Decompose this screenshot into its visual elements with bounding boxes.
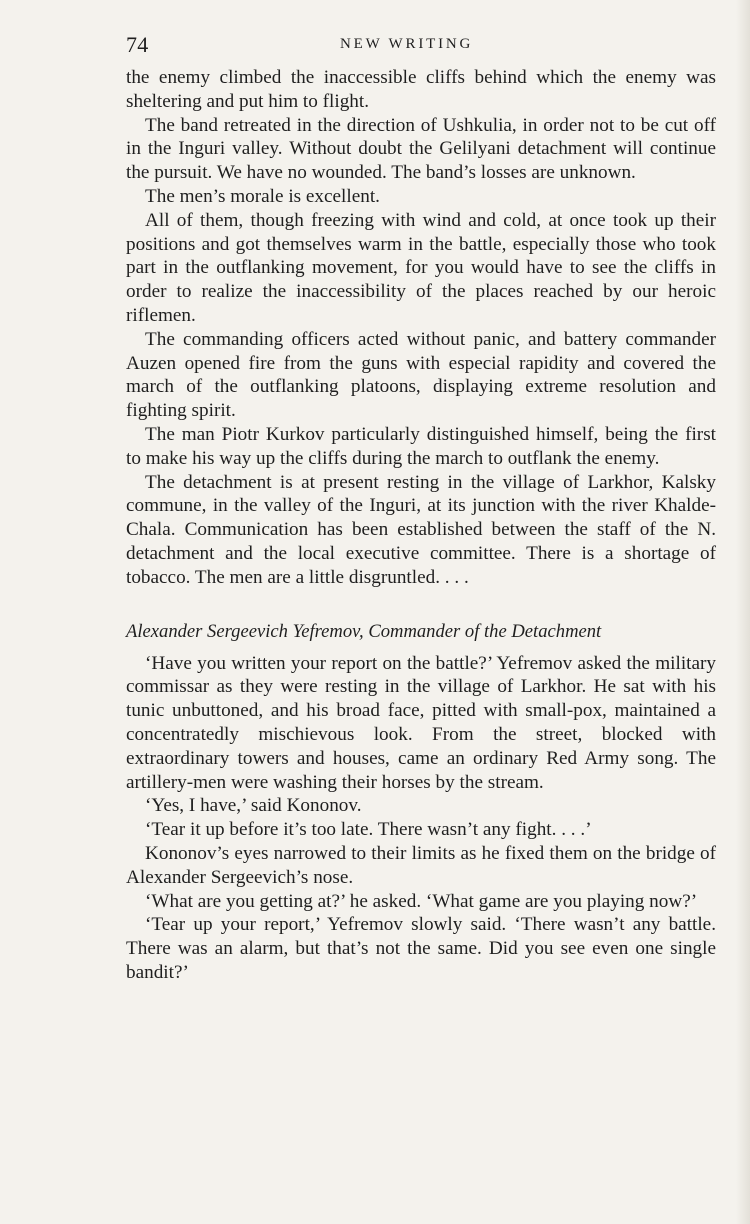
paragraph: The commanding officers acted without panic, and battery commander Auzen opened fire from the guns with especial rapidity and covered the march of the outflanking platoons, displaying extreme resolution and fighting spirit. (126, 328, 716, 422)
running-head: NEW WRITING (340, 36, 474, 52)
paragraph: The men’s morale is excellent. (145, 185, 380, 207)
page-number: 74 (126, 32, 149, 57)
body-text (126, 66, 716, 985)
paragraph: Kononov’s eyes narrowed to their limits as he fixed them on the bridge of Alexander Sergeevich’s nose. (126, 842, 716, 888)
paragraph: the enemy climbed the inaccessible cliffs behind which the enemy was sheltering and put him to flight. (126, 67, 716, 112)
paragraph: ‘Tear up your report,’ Yefremov slowly said. ‘There wasn’t any battle. There was an alarm, but that’s not the same. Did you see even one single bandit?’ (126, 914, 716, 983)
paragraph: The band retreated in the direction of Ushkulia, in order not to be cut off in the Inguri valley. Without doubt the Gelilyani detachment will continue the pursuit. We have no wounded. The band’s losses are unknown. (126, 114, 716, 184)
paragraph: The man Piotr Kurkov particularly distinguished himself, being the first to make his way up the cliffs during the march to outflank the enemy. (126, 423, 716, 469)
page-header (126, 30, 716, 60)
paragraph: All of them, though freezing with wind and cold, at once took up their positions and got themselves warm in the battle, especially those who took part in the outflanking movement, for you would have to see the cliffs in order to realize the inaccessibility of the places reached by our heroic riflemen. (126, 209, 716, 326)
section-heading: Alexander Sergeevich Yefremov, Commander of the Detachment (126, 620, 602, 642)
paragraph: The detachment is at present resting in the village of Larkhor, Kalsky commune, in the valley of the Inguri, at its junction with the river Khalde-Chala. Communication has been established between the staff of the N. detachment and the local executive committee. There is a shortage of tobacco. The men are a little disgruntled. . . . (126, 471, 716, 588)
paragraph: ‘What are you getting at?’ he asked. ‘What game are you playing now?’ (145, 890, 698, 912)
paragraph: ‘Tear it up before it’s too late. There wasn’t any fight. . . .’ (145, 819, 592, 841)
paragraph: ‘Yes, I have,’ said Kononov. (145, 795, 362, 817)
paragraph: ‘Have you written your report on the battle?’ Yefremov asked the military commissar as they were resting in the village of Larkhor. He sat with his tunic unbuttoned, and his broad face, pitted with small-pox, maintained a concentratedly mischievous look. From the street, blocked with extraordinary towers and houses, came an ordinary Red Army song. The artillery-men were washing their horses by the stream. (126, 652, 716, 793)
